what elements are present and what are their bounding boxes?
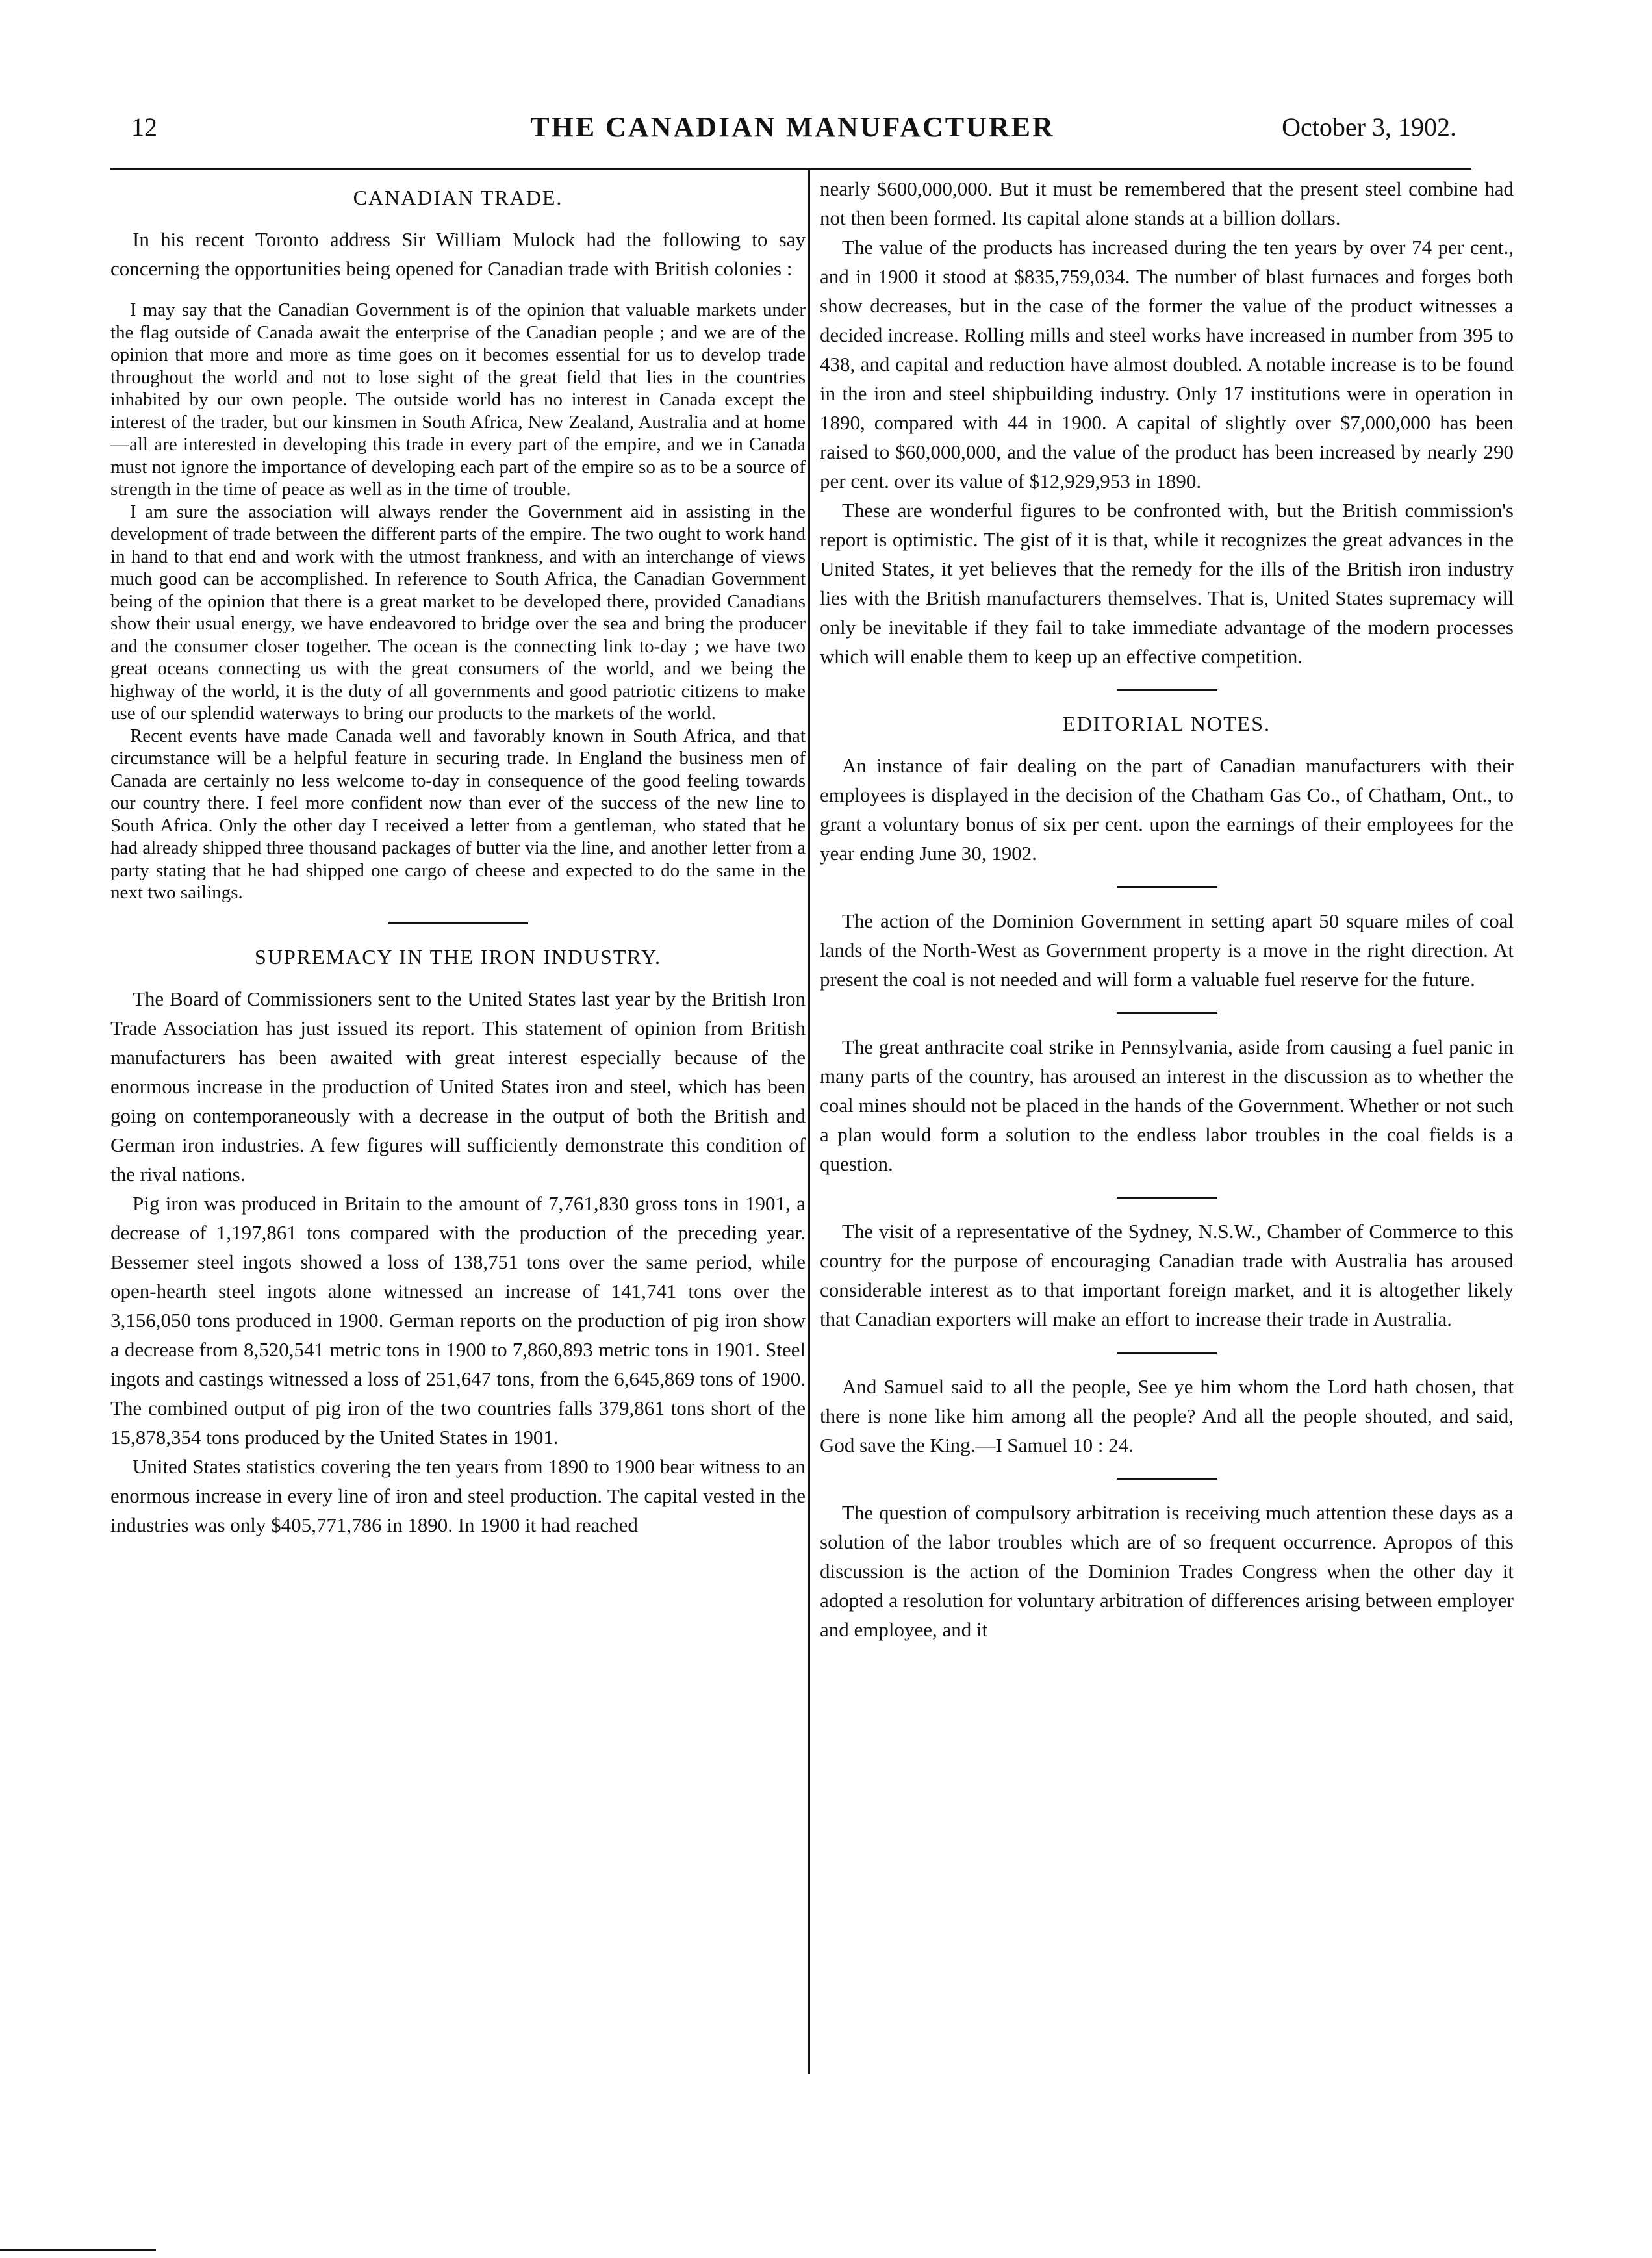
note-separator [1117, 1197, 1217, 1199]
mulock-quote [110, 299, 806, 904]
editorial-note: The great anthracite coal strike in Pennsylvania, aside from causing a fuel panic in many parts of the country, has aroused an interest in the discussion as to whether the coal mines should not be placed in the hands of the Government. Whether or not such a plan would form a solution to the endless labor troubles in the coal fields is a question. [820, 1035, 1514, 1175]
iron-paragraph: Pig iron was produced in Britain to the amount of 7,761,830 gross tons in 1901, a decrease of 1,197,861 tons compared with the production of the preceding year. Bessemer steel ingots showed a loss of 138,751 tons over the same period, while open-hearth steel ingots alone witnessed an increase of 141,741 tons over the 3,156,050 tons produced in 1900. German reports on the production of pig iron show a decrease from 8,520,541 metric tons in 1900 to 7,860,893 metric tons in 1901. Steel ingots and castings witnessed a loss of 251,647 tons, from the 6,645,869 tons of 1900. The combined output of pig iron of the two countries falls 379,861 tons short of the 15,878,354 tons produced by the United States in 1901. [110, 1191, 806, 1449]
editorial-note: An instance of fair dealing on the part of Canadian manufacturers with their employees is displayed in the decision of the Chatham Gas Co., of Chatham, Ont., to grant a voluntary bonus of six per cent. upon the earnings of their employees for the year ending June 30, 1902. [820, 754, 1514, 865]
page-number: 12 [131, 112, 157, 142]
note-separator [1117, 886, 1217, 888]
canadian-trade-title: CANADIAN TRADE. [353, 186, 563, 209]
section-separator [1117, 689, 1217, 691]
footer-rule [0, 2249, 156, 2251]
iron-continued-paragraph: The value of the products has increased during the ten years by over 74 per cent., and in 1900 it stood at $835,759,034. The number of blast furnaces and forges both show decreases, but in the case of the former the value of the product witnesses a decided increase. Rolling mills and steel works have increased in number from 395 to 438, and capital and reduction have almost doubled. A notable increase is to be found in the iron and steel shipbuilding industry. Only 17 institutions were in operation in 1890, compared with 44 in 1900. A capital of slightly over $7,000,000 has been raised to $60,000,000, and the value of the product has been increased by nearly 290 per cent. over its value of $12,929,953 in 1890. [820, 236, 1514, 492]
iron-industry-title: SUPREMACY IN THE IRON INDUSTRY. [255, 945, 661, 969]
quote-paragraph: Recent events have made Canada well and favorably known in South Africa, and that circumstance will be a helpful feature in securing trade. In England the business men of Canada are certainly no less welcome to-day in consequence of the good feeling towards our country there. I feel more confident now than ever of the success of the new line to South Africa. Only the other day I received a letter from a gentleman, who stated that he had already shipped three thousand packages of butter via the line, and another letter from a party stating that he had shipped one cargo of cheese and expected to do the same in the next two sailings. [110, 725, 806, 903]
iron-continued-paragraph: nearly $600,000,000. But it must be remembered that the present steel combine had not then been formed. Its capital alone stands at a billion dollars. [820, 177, 1514, 229]
page-header [123, 110, 1462, 162]
scripture-quote: And Samuel said to all the people, See ye him whom the Lord hath chosen, that there is none like him among all the people? And all the people shouted, and said, God save the King.—I Samuel 10 : 24. [820, 1375, 1514, 1456]
column-divider [808, 170, 810, 2074]
iron-paragraph: United States statistics covering the ten years from 1890 to 1900 bear witness to an enormous increase in every line of iron and steel production. The capital vested in the industries was only $405,771,786 in 1890. In 1900 it had reached [110, 1454, 806, 1536]
editorial-note: The question of compulsory arbitration is receiving much attention these days as a solution of the labor troubles which are of so frequent occurrence. Apropos of this discussion is the action of the Dominion Trades Congress when the other day it adopted a resolution for voluntary arbitration of differences arising between employer and employee, and it [820, 1501, 1514, 1641]
canadian-trade-intro: In his recent Toronto address Sir William Mulock had the following to say concerning the opportunities being opened for Canadian trade with British colonies : [110, 228, 806, 280]
section-separator [388, 922, 528, 924]
editorial-note: The action of the Dominion Government in setting apart 50 square miles of coal lands of the North-West as Government property is a move in the right direction. At present the coal is not needed and will form a valuable fuel reserve for the future. [820, 909, 1514, 991]
editorial-note: The visit of a representative of the Sydney, N.S.W., Chamber of Commerce to this country for the purpose of encouraging Canadian trade with Australia has aroused considerable interest as to that important foreign market, and it is altogether likely that Canadian exporters will make an effort to increase their trade in Australia. [820, 1220, 1514, 1330]
note-separator [1117, 1478, 1217, 1480]
quote-paragraph: I am sure the association will always render the Government aid in assisting in the development of trade between the different parts of the empire. The two ought to work hand in hand to that end and work with the utmost frankness, and with an interchange of views much good can be accomplished. In reference to South Africa, the Canadian Government being of the opinion that there is a great market to be developed there, provided Canadians show their usual energy, we have endeavored to bridge over the sea and bring the producer and the consumer closer together. The ocean is the connecting link to-day ; we have two great oceans connecting us with the great consumers of the world, and we being the highway of the world, it is the duty of all governments and good patriotic citizens to make use of our splendid waterways to bring our products to the markets of the world. [110, 501, 806, 724]
header-rule [110, 168, 1471, 170]
note-separator [1117, 1352, 1217, 1354]
editorial-notes-title: EDITORIAL NOTES. [1063, 712, 1271, 735]
quote-paragraph: I may say that the Canadian Government is of the opinion that valuable markets under the flag outside of Canada await the enterprise of the Canadian people ; and we are of the opinion that more and more as time goes on it becomes essential for us to develop trade throughout the world and not to lose sight of the great field that lies in the countries inhabited by our own people. The outside world has no interest in Canada except the interest of the trader, but our kinsmen in South Africa, New Zealand, Australia and at home—all are interested in developing this trade in every part of the empire, and we in Canada must not ignore the importance of developing each part of the empire so as to be a source of strength in the time of peace as well as in the time of trouble. [110, 299, 806, 500]
left-column [110, 174, 806, 1540]
right-column [820, 174, 1514, 1644]
note-separator [1117, 1012, 1217, 1014]
iron-continued-paragraph: These are wonderful figures to be confronted with, but the British commission's report is optimistic. The gist of it is that, while it recognizes the great advances in the United States, it yet believes that the remedy for the ills of the British iron industry lies with the British manufacturers themselves. That is, United States supremacy will only be inevitable if they fail to take immediate advantage of the modern processes which will enable them to keep up an effective competition. [820, 499, 1514, 668]
publication-title: THE CANADIAN MANUFACTURER [530, 111, 1055, 143]
iron-paragraph: The Board of Commissioners sent to the United States last year by the British Iron Trade Association has just issued its report. This statement of opinion from British manufacturers has been awaited with great interest especially because of the enormous increase in the production of United States iron and steel, which has been going on contemporaneously with a decrease in the output of both the British and German iron industries. A few figures will sufficiently demonstrate this condition of the rival nations. [110, 987, 806, 1186]
issue-date: October 3, 1902. [1282, 112, 1456, 142]
